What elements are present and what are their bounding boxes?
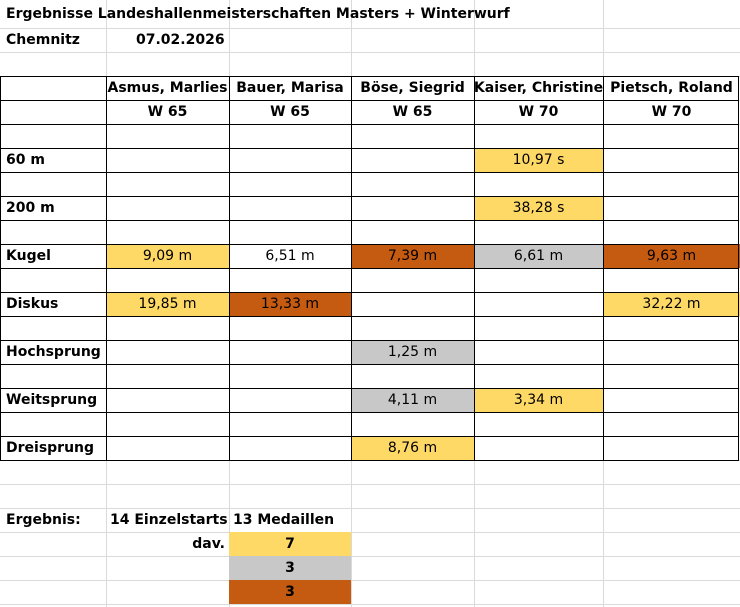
result-cell[interactable]: 1,25 m	[387, 344, 438, 360]
athlete-class[interactable]: W 70	[651, 104, 692, 120]
athlete-name[interactable]: Bauer, Marisa	[236, 80, 344, 96]
event-label[interactable]: Weitsprung	[6, 392, 98, 408]
result-cell[interactable]: 10,97 s	[512, 152, 565, 168]
table-border-h	[0, 148, 738, 149]
result-cell[interactable]: 38,28 s	[512, 200, 565, 216]
event-label[interactable]: 60 m	[6, 152, 45, 168]
event-label[interactable]: 200 m	[6, 200, 55, 216]
event-label[interactable]: Hochsprung	[6, 344, 101, 360]
table-border-h	[0, 124, 738, 125]
silver-count[interactable]: 3	[285, 560, 295, 576]
athlete-class[interactable]: W 70	[518, 104, 559, 120]
result-cell[interactable]: 9,09 m	[142, 248, 193, 264]
result-cell[interactable]: 4,11 m	[387, 392, 438, 408]
summary-dav[interactable]: dav.	[192, 536, 225, 552]
result-cell[interactable]: 6,51 m	[265, 248, 315, 264]
athlete-name[interactable]: Asmus, Marlies	[107, 80, 228, 96]
gridline-h	[0, 556, 740, 557]
athlete-name[interactable]: Pietsch, Roland	[610, 80, 733, 96]
result-cell[interactable]: 7,39 m	[387, 248, 438, 264]
result-cell[interactable]: 6,61 m	[513, 248, 564, 264]
table-border-h	[0, 364, 738, 365]
table-border-v	[738, 76, 739, 461]
summary-medals[interactable]: 13 Medaillen	[233, 512, 335, 528]
result-cell[interactable]: 3,34 m	[513, 392, 564, 408]
athlete-name[interactable]: Böse, Siegrid	[360, 80, 465, 96]
date[interactable]: 07.02.2026	[136, 32, 225, 48]
athlete-class[interactable]: W 65	[392, 104, 433, 120]
athlete-class[interactable]: W 65	[147, 104, 188, 120]
table-border-h	[0, 460, 738, 461]
gridline-h	[0, 52, 740, 53]
gridline-h	[0, 484, 740, 485]
table-border-h	[0, 316, 738, 317]
gridline-h	[0, 580, 740, 581]
result-cell[interactable]: 32,22 m	[642, 296, 701, 312]
gridline-h	[0, 604, 740, 605]
table-border-h	[0, 412, 738, 413]
result-cell[interactable]: 8,76 m	[387, 440, 438, 456]
event-label[interactable]: Diskus	[6, 296, 59, 312]
table-border-h	[0, 220, 738, 221]
table-border-h	[0, 196, 738, 197]
athlete-name[interactable]: Kaiser, Christine	[474, 80, 603, 96]
result-cell[interactable]: 9,63 m	[646, 248, 697, 264]
event-label[interactable]: Kugel	[6, 248, 51, 264]
result-cell[interactable]: 19,85 m	[138, 296, 197, 312]
table-border-h	[0, 172, 738, 173]
bronze-count[interactable]: 3	[285, 584, 295, 600]
athlete-class[interactable]: W 65	[270, 104, 310, 120]
location[interactable]: Chemnitz	[6, 32, 80, 48]
table-border-h	[0, 268, 738, 269]
page-title[interactable]: Ergebnisse Landeshallenmeisterschaften Masters + Winterwurf	[6, 6, 510, 22]
summary-starts[interactable]: 14 Einzelstarts	[110, 512, 228, 528]
result-cell[interactable]: 13,33 m	[260, 296, 320, 312]
event-label[interactable]: Dreisprung	[6, 440, 95, 456]
summary-label[interactable]: Ergebnis:	[6, 512, 81, 528]
gold-count[interactable]: 7	[285, 536, 295, 552]
